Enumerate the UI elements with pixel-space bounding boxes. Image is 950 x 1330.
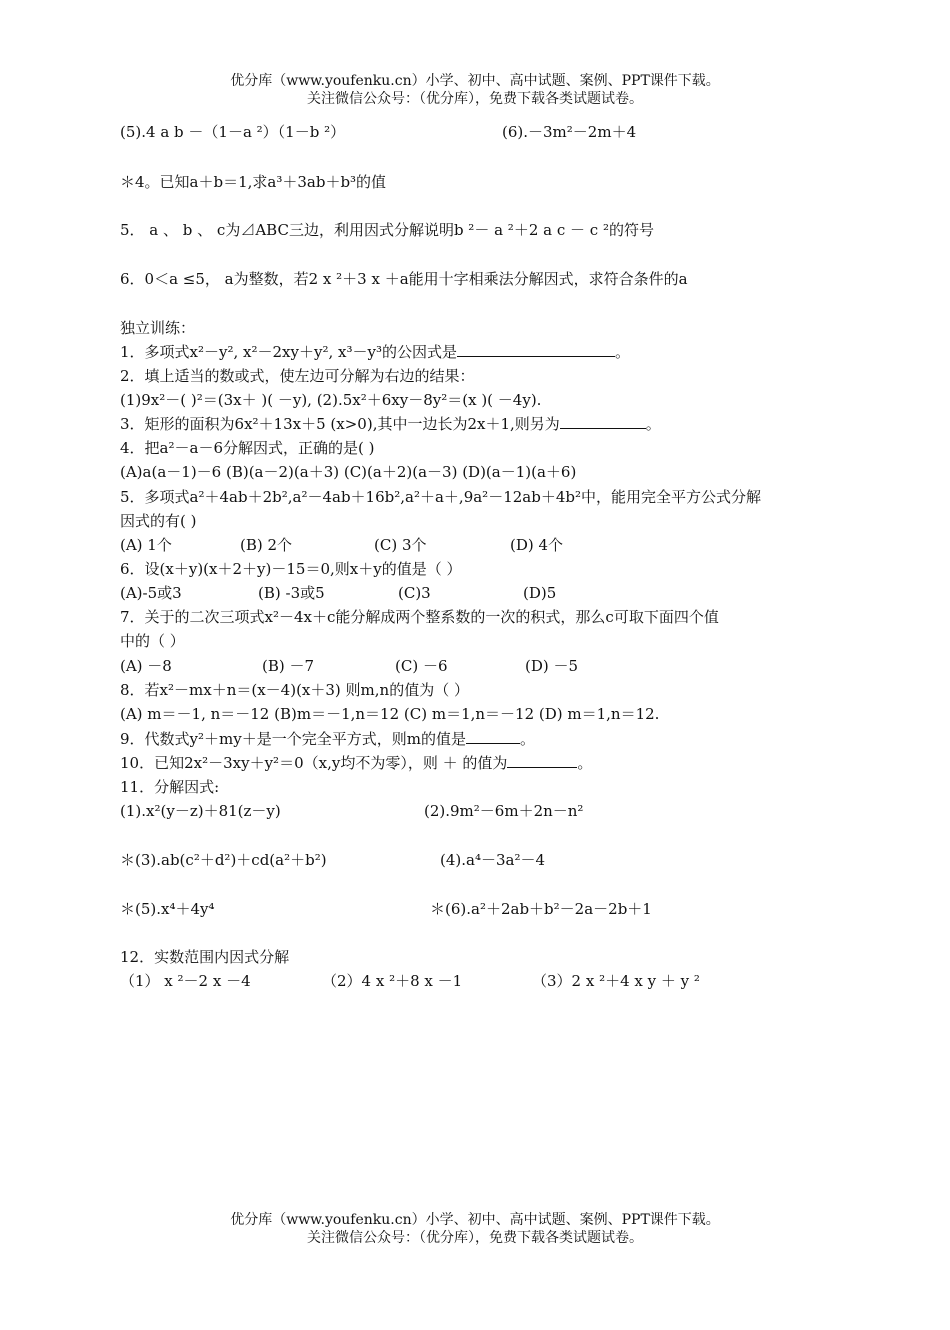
header-line-2: 关注微信公众号：（优分库），免费下载各类试题试卷。 bbox=[307, 91, 643, 107]
problem-5: (5).4 a b －（1－a ²）（1－b ²） bbox=[120, 123, 346, 141]
exercise-12-item-3: （3）2 x ²＋4 x y ＋ y ² bbox=[532, 972, 700, 990]
exercise-5-cont: 因式的有( ) bbox=[120, 512, 197, 530]
exercise-6-option-a: (A)-5或3 bbox=[120, 584, 182, 602]
question-5: 5． a 、 b 、 c为⊿ABC三边，利用因式分解说明b ²－ a ²＋2 a c － c ²的符号 bbox=[120, 221, 654, 239]
exercise-1 bbox=[120, 342, 630, 362]
exercise-8-options: (A) m＝－1, n＝－12 (B)m＝－1,n＝12 (C) m＝1,n＝－12 (D) m＝1,n＝12. bbox=[120, 705, 660, 723]
exercise-3-text: 3．矩形的面积为6x²＋13x＋5 (x>0),其中一边长为2x＋1,则另为 bbox=[120, 415, 560, 433]
answer-blank bbox=[457, 342, 615, 357]
exercise-7-option-b: (B) －7 bbox=[262, 657, 315, 675]
exercise-1-text: 1．多项式x²－y², x²－2xy＋y², x³－y³的公因式是 bbox=[120, 343, 457, 361]
exercise-8: 8．若x²－mx＋n＝(x－4)(x＋3) 则m,n的值为（ ） bbox=[120, 681, 469, 699]
exercise-11-item-5: ＊(5).x⁴＋4y⁴ bbox=[120, 900, 215, 918]
footer-line-2: 关注微信公众号：（优分库），免费下载各类试题试卷。 bbox=[307, 1230, 643, 1246]
exercise-7-cont: 中的（ ） bbox=[120, 632, 185, 650]
exercise-7-option-a: (A) －8 bbox=[120, 657, 172, 675]
exercise-5-option-b: (B) 2个 bbox=[240, 536, 293, 554]
footer-line-1: 优分库（www.youfenku.cn）小学、初中、高中试题、案例、PPT课件下载。 bbox=[230, 1212, 720, 1228]
exercise-11-item-6: ＊(6).a²＋2ab＋b²－2a－2b＋1 bbox=[430, 900, 652, 918]
exercise-2: 2．填上适当的数或式，使左边可分解为右边的结果： bbox=[120, 367, 475, 385]
answer-blank bbox=[466, 729, 520, 744]
exercise-9-text: 9．代数式y²＋my＋是一个完全平方式，则m的值是 bbox=[120, 730, 466, 748]
section-title: 独立训练： bbox=[120, 319, 196, 337]
exercise-6-option-c: (C)3 bbox=[398, 584, 431, 602]
exercise-5-option-c: (C) 3个 bbox=[374, 536, 427, 554]
exercise-11-item-3: ＊(3).ab(c²＋d²)＋cd(a²＋b²) bbox=[120, 851, 327, 869]
exercise-3 bbox=[120, 414, 661, 434]
exercise-12: 12．实数范围内因式分解 bbox=[120, 948, 290, 966]
exercise-1-end: 。 bbox=[614, 343, 630, 361]
exercise-5: 5．多项式a²＋4ab＋2b²,a²－4ab＋16b²,a²＋a＋,9a²－12ab＋4b²中，能用完全平方公式分解 bbox=[120, 488, 761, 506]
exercise-7: 7．关于的二次三项式x²－4x＋c能分解成两个整系数的一次的积式，那么c可取下面四个值 bbox=[120, 608, 719, 626]
exercise-11: 11．分解因式: bbox=[120, 778, 220, 796]
exercise-2-line: (1)9x²－( )²＝(3x＋ )( －y), (2).5x²＋6xy－8y²＝(x )( －4y). bbox=[120, 391, 542, 409]
exercise-7-option-d: (D) －5 bbox=[525, 657, 579, 675]
exercise-3-end: 。 bbox=[645, 415, 661, 433]
question-6: 6．0＜a ≤5， a为整数，若2 x ²＋3 x ＋a能用十字相乘法分解因式，求符合条件的a bbox=[120, 270, 688, 288]
exercise-9 bbox=[120, 729, 535, 749]
problem-6: (6).－3m²－2m＋4 bbox=[502, 123, 637, 141]
exercise-9-end: 。 bbox=[519, 730, 535, 748]
exercise-11-item-1: (1).x²(y－z)＋81(z－y) bbox=[120, 802, 281, 820]
question-4: ＊4。已知a＋b＝1,求a³＋3ab＋b³的值 bbox=[120, 173, 387, 191]
exercise-7-option-c: (C) －6 bbox=[395, 657, 448, 675]
exercise-12-item-2: （2）4 x ²＋8 x －1 bbox=[322, 972, 463, 990]
exercise-10-text: 10．已知2x²－3xy＋y²＝0（x,y均不为零），则 ＋ 的值为 bbox=[120, 754, 508, 772]
exercise-6: 6．设(x＋y)(x＋2＋y)－15＝0,则x＋y的值是（ ） bbox=[120, 560, 462, 578]
exercise-6-option-b: (B) -3或5 bbox=[258, 584, 325, 602]
exercise-5-option-d: (D) 4个 bbox=[510, 536, 564, 554]
exercise-11-item-4: (4).a⁴－3a²－4 bbox=[440, 851, 546, 869]
exercise-10 bbox=[120, 753, 592, 773]
exercise-10-end: 。 bbox=[577, 754, 593, 772]
exercise-4: 4．把a²－a－6分解因式，正确的是( ) bbox=[120, 439, 375, 457]
exercise-6-option-d: (D)5 bbox=[523, 584, 557, 602]
answer-blank bbox=[560, 414, 646, 429]
exercise-5-option-a: (A) 1个 bbox=[120, 536, 172, 554]
exercise-11-item-2: (2).9m²－6m＋2n－n² bbox=[424, 802, 584, 820]
answer-blank bbox=[507, 753, 577, 768]
exercise-4-options: (A)a(a－1)－6 (B)(a－2)(a＋3) (C)(a＋2)(a－3) (D)(a－1)(a＋6) bbox=[120, 463, 577, 481]
header-line-1: 优分库（www.youfenku.cn）小学、初中、高中试题、案例、PPT课件下载。 bbox=[230, 73, 720, 89]
exercise-12-item-1: （1） x ²－2 x －4 bbox=[120, 972, 251, 990]
